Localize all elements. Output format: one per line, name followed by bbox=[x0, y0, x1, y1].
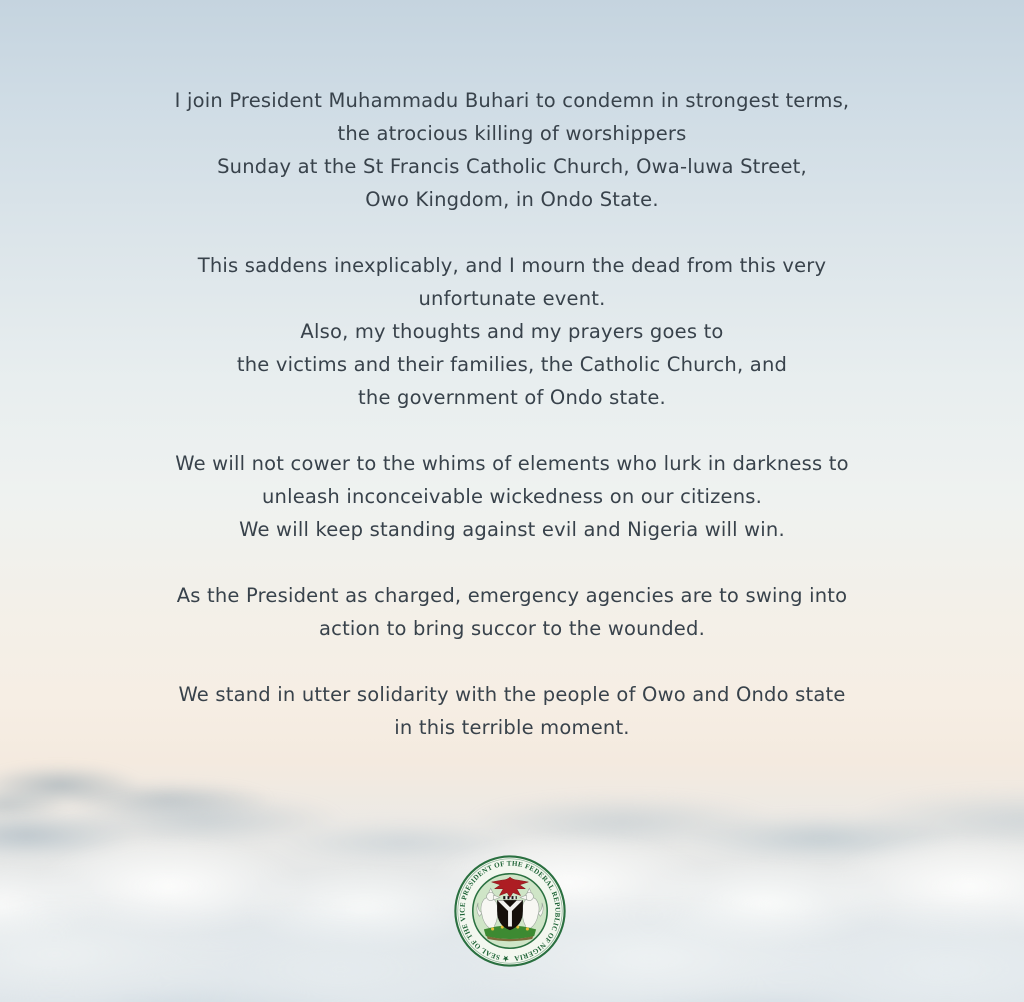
statement-line: Owo Kingdom, in Ondo State. bbox=[365, 188, 659, 211]
statement-line: We will keep standing against evil and Nigeria will win. bbox=[239, 518, 785, 541]
vice-president-seal-icon bbox=[452, 853, 568, 969]
statement-line: Sunday at the St Francis Catholic Church, Owa-luwa Street, bbox=[217, 155, 807, 178]
statement-line: I join President Muhammadu Buhari to condemn in strongest terms, bbox=[174, 89, 850, 112]
statement-line: the victims and their families, the Catholic Church, and bbox=[236, 353, 788, 376]
statement-paragraph bbox=[0, 84, 1024, 216]
statement-line: the atrocious killing of worshippers bbox=[337, 122, 687, 145]
statement-paragraph bbox=[0, 249, 1024, 414]
statement-line: Also, my thoughts and my prayers goes to bbox=[300, 320, 724, 343]
statement-line: unfortunate event. bbox=[418, 287, 606, 310]
statement-paragraph bbox=[0, 447, 1024, 546]
statement-line: action to bring succor to the wounded. bbox=[319, 617, 705, 640]
statement-text bbox=[0, 84, 1024, 777]
statement-line: We stand in utter solidarity with the people of Owo and Ondo state bbox=[178, 683, 846, 706]
statement-line: the government of Ondo state. bbox=[358, 386, 666, 409]
statement-line: We will not cower to the whims of elements who lurk in darkness to bbox=[175, 452, 849, 475]
statement-line: unleash inconceivable wickedness on our citizens. bbox=[261, 485, 763, 508]
statement-paragraph bbox=[0, 579, 1024, 645]
seal-ring-text: ★ SEAL OF THE VICE PRESIDENT OF THE FEDERAL REPUBLIC OF NIGERIA bbox=[458, 859, 562, 963]
statement-line: in this terrible moment. bbox=[394, 716, 630, 739]
statement-line: This saddens inexplicably, and I mourn the dead from this very bbox=[197, 254, 827, 277]
statement-paragraph bbox=[0, 678, 1024, 744]
statement-line: As the President as charged, emergency agencies are to swing into bbox=[176, 584, 848, 607]
